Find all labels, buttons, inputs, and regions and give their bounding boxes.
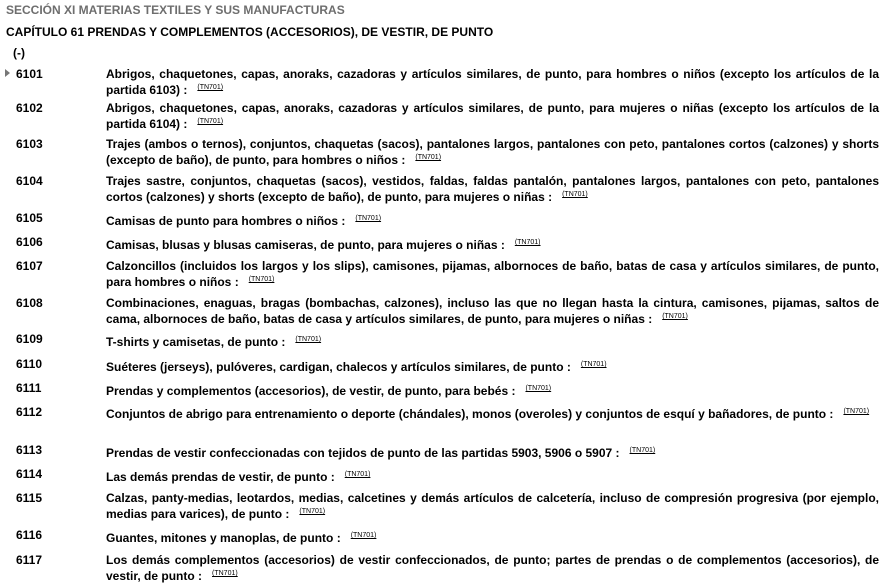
heading-description [106, 382, 879, 398]
heading-code[interactable]: 6101 [16, 67, 43, 81]
heading-description [106, 529, 879, 545]
heading-description [106, 553, 879, 583]
heading-description-text: Calzas, panty-medias, leotardos, medias, calcetines y demás artículos de calcetería, incluso de compresión progresiva (por ejemplo, medias para varices), de punto : [106, 491, 879, 521]
technical-note-link[interactable]: (TN701) [197, 118, 224, 125]
heading-code[interactable]: 6110 [16, 357, 43, 371]
heading-description [106, 444, 879, 460]
heading-description [106, 174, 879, 204]
heading-description-text: Prendas y complementos (accesorios), de vestir, de punto, para bebés : [106, 384, 516, 398]
heading-description [106, 137, 879, 167]
heading-code[interactable]: 6116 [16, 528, 43, 542]
heading-code[interactable]: 6103 [16, 137, 43, 151]
heading-code[interactable]: 6102 [16, 101, 43, 115]
heading-description-text: Los demás complementos (accesorios) de vestir confeccionados, de punto; partes de prendas o de complementos (accesorios), de vestir, de punto : [106, 553, 879, 583]
heading-description [106, 358, 879, 374]
heading-code[interactable]: 6114 [16, 467, 43, 481]
expand-arrow-icon[interactable] [5, 69, 10, 77]
heading-description-text: Abrigos, chaquetones, capas, anoraks, cazadoras y artículos similares, de punto, para mujeres o niñas (excepto los artículos de la partida 6104) : [106, 101, 879, 131]
heading-description-text: Camisas, blusas y blusas camiseras, de punto, para mujeres o niñas : [106, 238, 505, 252]
technical-note-link[interactable]: (TN701) [355, 215, 382, 222]
heading-code[interactable]: 6106 [16, 235, 43, 249]
technical-note-link[interactable]: (TN701) [197, 84, 224, 91]
heading-code[interactable]: 6108 [16, 296, 43, 310]
heading-description-text: Las demás prendas de vestir, de punto : [106, 470, 335, 484]
technical-note-link[interactable]: (TN701) [629, 447, 656, 454]
heading-description [106, 67, 879, 97]
technical-note-link[interactable]: (TN701) [562, 191, 588, 198]
heading-description [106, 101, 879, 131]
heading-description-text: Conjuntos de abrigo para entrenamiento o deporte (chándales), monos (overoles) y conjuntos de esquí y bañadores, de punto : [106, 407, 834, 421]
technical-note-link[interactable]: (TN701) [248, 276, 275, 283]
heading-code[interactable]: 6115 [16, 491, 43, 505]
heading-code[interactable]: 6117 [16, 553, 43, 567]
heading-description-text: Calzoncillos (incluidos los largos y los slips), camisones, pijamas, albornoces de baño, batas de casa y artículos similares, de punto, para hombres o niños : [106, 259, 879, 289]
heading-description [106, 296, 879, 326]
heading-description-text: Guantes, mitones y manoplas, de punto : [106, 531, 341, 545]
heading-description-text: Suéteres (jerseys), pulóveres, cardigan, chalecos y artículos similares, de punto : [106, 360, 571, 374]
technical-note-link[interactable]: (TN701) [843, 408, 870, 415]
heading-code[interactable]: 6113 [16, 443, 43, 457]
heading-code[interactable]: 6109 [16, 332, 43, 346]
technical-note-link[interactable]: (TN701) [295, 336, 322, 343]
heading-description [106, 259, 879, 289]
chapter-title: CAPÍTULO 61 PRENDAS Y COMPLEMENTOS (ACCESORIOS), DE VESTIR, DE PUNTO [6, 25, 494, 39]
heading-code[interactable]: 6107 [16, 259, 43, 273]
heading-description-text: Combinaciones, enaguas, bragas (bombachas, calzones), incluso las que no llegan hasta la cintura, camisones, pijamas, saltos de cama, albornoces de baño, batas de casa y artículos similares, de punto, para mujeres o niñas : [106, 296, 879, 326]
level-marker: (-) [13, 46, 25, 60]
technical-note-link[interactable]: (TN701) [525, 385, 552, 392]
heading-description-text: T-shirts y camisetas, de punto : [106, 335, 286, 349]
technical-note-link[interactable]: (TN701) [212, 570, 238, 577]
heading-code[interactable]: 6105 [16, 211, 43, 225]
heading-description [106, 491, 879, 521]
heading-description-text: Trajes (ambos o ternos), conjuntos, chaquetas (sacos), pantalones largos, pantalones con peto, pantalones cortos (calzones) y shorts (excepto de baño), de punto, para hombres o niños : [106, 137, 879, 167]
technical-note-link[interactable]: (TN701) [662, 313, 688, 320]
technical-note-link[interactable]: (TN701) [514, 239, 541, 246]
heading-description-text: Abrigos, chaquetones, capas, anoraks, cazadoras y artículos similares, de punto, para hombres o niños (excepto los artículos de la partida 6103) : [106, 67, 879, 97]
heading-description-text: Prendas de vestir confeccionadas con tejidos de punto de las partidas 5903, 5906 o 5907 : [106, 446, 620, 460]
technical-note-link[interactable]: (TN701) [344, 471, 371, 478]
heading-code[interactable]: 6111 [16, 381, 42, 395]
heading-description [106, 236, 879, 252]
heading-description [106, 333, 879, 349]
technical-note-link[interactable]: (TN701) [350, 532, 377, 539]
heading-description [106, 212, 879, 228]
heading-description [106, 405, 879, 421]
technical-note-link[interactable]: (TN701) [299, 508, 326, 515]
heading-description-text: Camisas de punto para hombres o niños : [106, 214, 346, 228]
heading-code[interactable]: 6112 [16, 405, 43, 419]
technical-note-link[interactable]: (TN701) [580, 361, 607, 368]
heading-description-text: Trajes sastre, conjuntos, chaquetas (sacos), vestidos, faldas, faldas pantalón, pantalones largos, pantalones con peto, pantalones cortos (calzones) y shorts (excepto de baño), de punto, para mujeres o niñas : [106, 174, 879, 204]
technical-note-link[interactable]: (TN701) [415, 154, 442, 161]
heading-description [106, 468, 879, 484]
heading-code[interactable]: 6104 [16, 174, 43, 188]
section-title: SECCIÓN XI MATERIAS TEXTILES Y SUS MANUFACTURAS [6, 3, 345, 17]
